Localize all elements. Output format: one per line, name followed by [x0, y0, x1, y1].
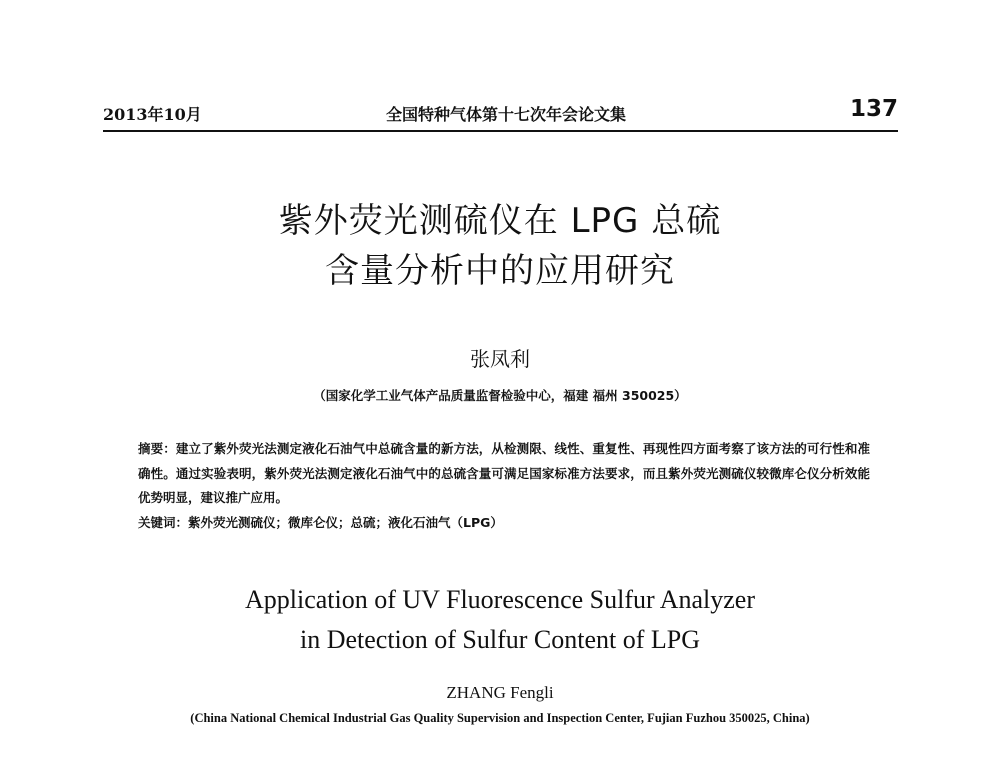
- title-english-line-1: Application of UV Fluorescence Sulfur Analyzer: [245, 585, 755, 614]
- abstract-label: 摘要：: [138, 441, 176, 456]
- title-chinese: [150, 196, 850, 296]
- abstract-text: 建立了紫外荧光法测定液化石油气中总硫含量的新方法，从检测限、线性、重复性、再现性四方面考察了该方法的可行性和准确性。通过实验表明，紫外荧光法测定液化石油气中的总硫含量可满足国家标准方法要求，而且紫外荧光测硫仪较微库仑仪分析效能优势明显，建议推广应用。: [138, 441, 870, 505]
- title-chinese-line-1: 紫外荧光测硫仪在 LPG 总硫: [278, 201, 722, 241]
- abstract-paragraph: [138, 437, 870, 511]
- author-english: ZHANG Fengli: [446, 683, 554, 702]
- header-rule: [103, 130, 898, 132]
- header-page-number: 137: [849, 96, 898, 122]
- keywords-line: [138, 511, 870, 536]
- header-date: 2013年10月: [103, 105, 202, 124]
- title-chinese-line-2: 含量分析中的应用研究: [325, 251, 675, 291]
- abstract-chinese: [138, 437, 870, 535]
- keywords-text: 紫外荧光测硫仪；微库仑仪；总硫；液化石油气（LPG）: [188, 514, 503, 530]
- author-chinese: 张凤利: [470, 347, 530, 371]
- affiliation-chinese: （国家化学工业气体产品质量监督检验中心，福建 福州 350025）: [313, 388, 687, 403]
- title-english-line-2: in Detection of Sulfur Content of LPG: [299, 625, 701, 654]
- header-journal-title: 全国特种气体第十七次年会论文集: [386, 105, 627, 124]
- title-english: [150, 580, 850, 660]
- keywords-label: 关键词：: [138, 514, 189, 530]
- running-header: [103, 96, 898, 132]
- affiliation-english: (China National Chemical Industrial Gas Quality Supervision and Inspection Center, Fujian Fuzhou 350025, China): [190, 711, 810, 725]
